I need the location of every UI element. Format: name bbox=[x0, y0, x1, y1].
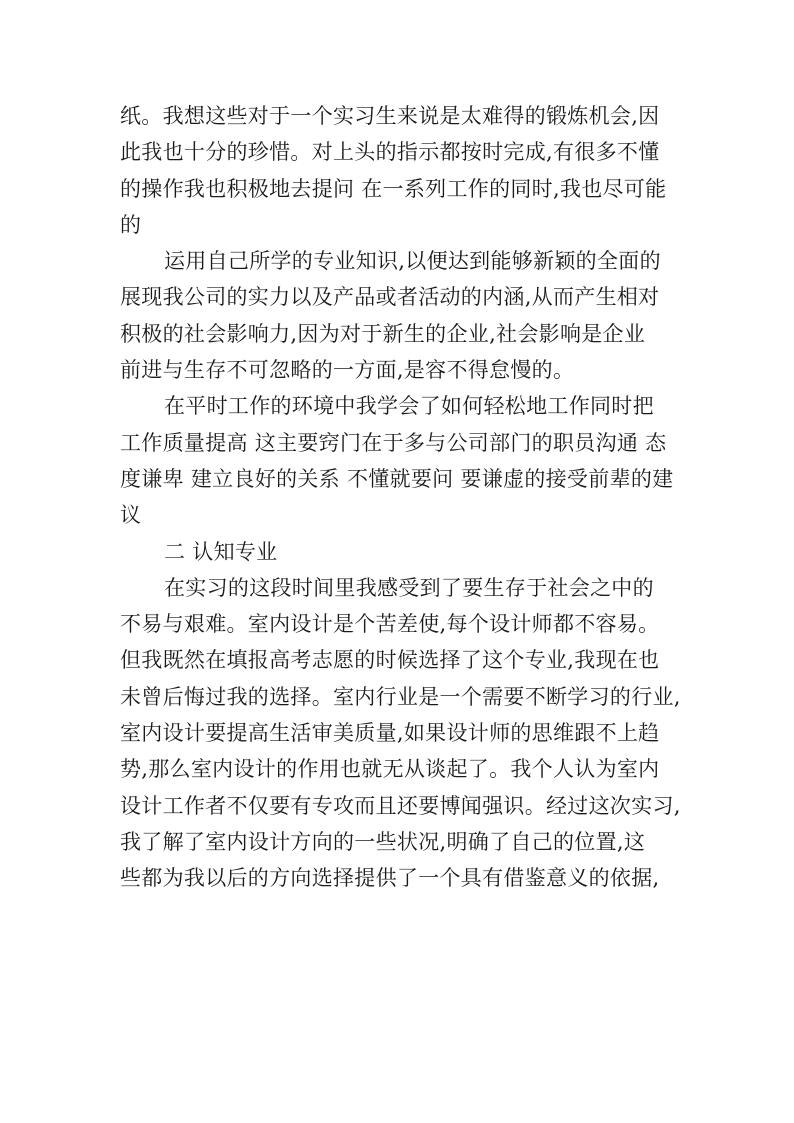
text-line-8: 前进与生存不可忽略的一方面,是容不得怠慢的。 bbox=[120, 358, 575, 383]
text-line-14: 在实习的这段时间里我感受到了要生存于社会之中的 bbox=[164, 575, 654, 600]
text-line-22: 些都为我以后的方向选择提供了一个具有借鉴意义的依据, bbox=[120, 866, 660, 891]
text-line-7: 积极的社会影响力,因为对于新生的企业,社会影响是企业 bbox=[120, 321, 646, 346]
text-line-2: 此我也十分的珍惜。对上头的指示都按时完成,有很多不懂 bbox=[120, 140, 660, 165]
section-heading: 二 认知专业 bbox=[164, 539, 278, 564]
text-line-18: 室内设计要提高生活审美质量,如果设计师的思维跟不上趋 bbox=[120, 721, 660, 746]
text-line-20: 设计工作者不仅要有专攻而且还要博闻强识。经过这次实习, bbox=[120, 793, 681, 818]
text-line-10: 工作质量提高 这主要窍门在于多与公司部门的职员沟通 态 bbox=[120, 430, 667, 455]
text-line-19: 势,那么室内设计的作用也就无从谈起了。我个人认为室内 bbox=[120, 757, 660, 782]
text-line-17: 未曾后悔过我的选择。室内行业是一个需要不断学习的行业, bbox=[120, 684, 681, 709]
text-line-16: 但我既然在填报高考志愿的时候选择了这个专业,我现在也 bbox=[120, 648, 660, 673]
text-line-9: 在平时工作的环境中我学会了如何轻松地工作同时把 bbox=[164, 394, 654, 419]
text-line-11: 度谦卑 建立良好的关系 不懂就要问 要谦虚的接受前辈的建 bbox=[120, 466, 674, 491]
document-page bbox=[120, 98, 681, 897]
text-line-15: 不易与艰难。室内设计是个苦差使,每个设计师都不容易。 bbox=[120, 612, 660, 637]
text-line-4: 的 bbox=[120, 212, 142, 237]
text-line-6: 展现我公司的实力以及产品或者活动的内涵,从而产生相对 bbox=[120, 285, 660, 310]
text-line-12: 议 bbox=[120, 503, 142, 528]
text-line-5: 运用自己所学的专业知识,以便达到能够新颖的全面的 bbox=[164, 249, 661, 274]
text-line-21: 我了解了室内设计方向的一些状况,明确了自己的位置,这 bbox=[120, 829, 646, 854]
text-line-1: 纸。我想这些对于一个实习生来说是太难得的锻炼机会,因 bbox=[120, 104, 660, 128]
text-line-3: 的操作我也积极地去提问 在一系列工作的同时,我也尽可能 bbox=[120, 176, 667, 201]
